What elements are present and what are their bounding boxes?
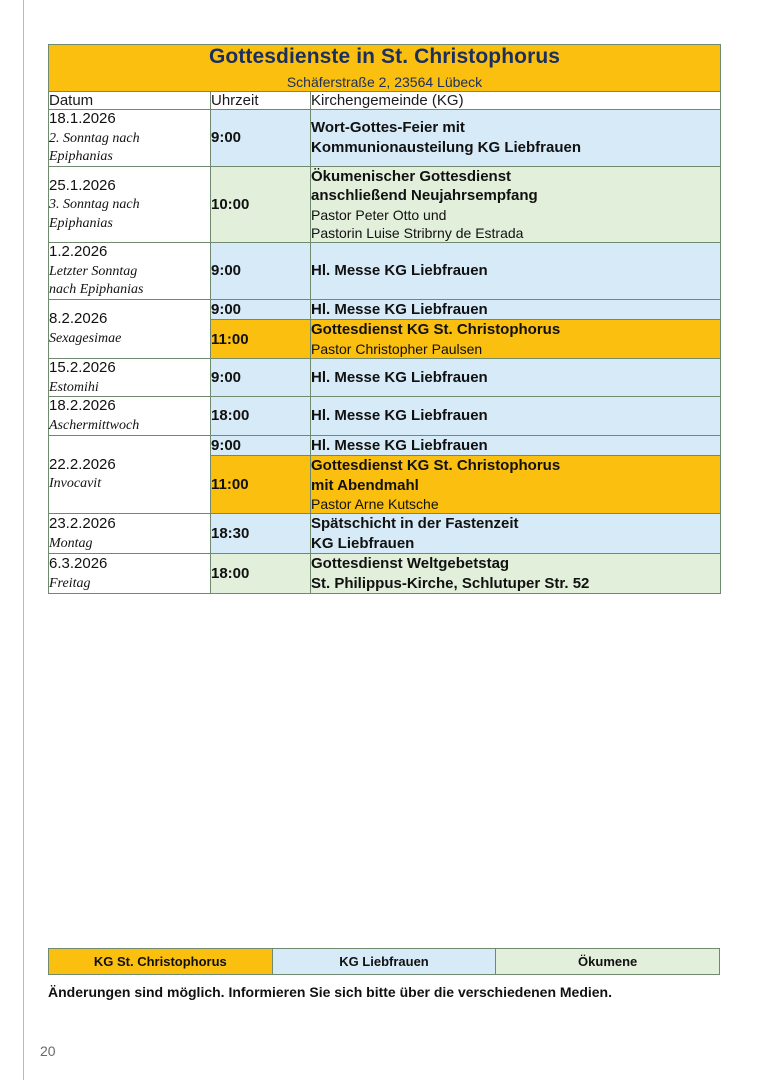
time-cell: 11:00 bbox=[211, 320, 311, 359]
column-header-date: Datum bbox=[49, 91, 211, 109]
service-schedule bbox=[48, 44, 720, 594]
table-row bbox=[49, 554, 721, 594]
date-note-line1: Montag bbox=[49, 535, 93, 551]
service-title-line2: St. Philippus-Kirche, Schlutuper Str. 52 bbox=[311, 574, 590, 592]
legend-row bbox=[49, 949, 720, 975]
date-cell bbox=[49, 554, 211, 594]
table-row bbox=[49, 299, 721, 320]
date-note-line2: nach Epiphanias bbox=[49, 282, 144, 298]
time-cell: 10:00 bbox=[211, 166, 311, 242]
page-margin-rule bbox=[23, 0, 24, 1080]
time-cell: 18:00 bbox=[211, 397, 311, 435]
time-cell: 18:30 bbox=[211, 514, 311, 554]
date-value: 1.2.2026 bbox=[49, 243, 108, 261]
service-title-line1: Gottesdienst KG St. Christophorus bbox=[311, 457, 561, 474]
service-title-line2: anschließend Neujahrsempfang bbox=[311, 187, 538, 205]
legend bbox=[48, 948, 720, 975]
date-note-line1: 3. Sonntag nach bbox=[49, 197, 140, 213]
time-cell: 9:00 bbox=[211, 435, 311, 456]
service-subtitle-line1: Pastor Arne Kutsche bbox=[311, 496, 439, 512]
service-cell bbox=[311, 243, 721, 300]
title-cell bbox=[49, 45, 721, 92]
service-cell bbox=[311, 397, 721, 435]
service-cell bbox=[311, 166, 721, 242]
legend-item-st-christophorus: KG St. Christophorus bbox=[49, 949, 273, 975]
date-note-line1: Estomihi bbox=[49, 379, 99, 395]
date-cell bbox=[49, 397, 211, 435]
table-row bbox=[49, 243, 721, 300]
table-row bbox=[49, 397, 721, 435]
date-note-line1: Invocavit bbox=[49, 476, 102, 492]
service-title-line1: Hl. Messe KG Liebfrauen bbox=[311, 368, 488, 386]
service-subtitle-line1: Pastor Peter Otto und bbox=[311, 206, 447, 223]
time-cell: 9:00 bbox=[211, 109, 311, 166]
table-header-row bbox=[49, 91, 721, 109]
service-title-line1: Ökumenischer Gottesdienst bbox=[311, 167, 512, 185]
page-subtitle: Schäferstraße 2, 23564 Lübeck bbox=[286, 74, 483, 91]
date-value: 8.2.2026 bbox=[49, 310, 108, 328]
date-note-line1: Letzter Sonntag bbox=[49, 263, 138, 279]
time-cell: 9:00 bbox=[211, 299, 311, 320]
service-title-line1: Gottesdienst KG St. Christophorus bbox=[311, 321, 561, 339]
page-number: 20 bbox=[40, 1043, 56, 1059]
service-title-line1: Hl. Messe KG Liebfrauen bbox=[311, 436, 488, 454]
date-value: 18.1.2026 bbox=[49, 109, 116, 127]
service-cell bbox=[311, 299, 721, 320]
date-cell bbox=[49, 359, 211, 397]
service-subtitle-line2: Pastorin Luise Stribrny de Estrada bbox=[311, 224, 524, 241]
service-cell bbox=[311, 456, 721, 514]
service-title-line2: mit Abendmahl bbox=[311, 476, 419, 494]
date-value: 6.3.2026 bbox=[49, 555, 108, 573]
service-cell bbox=[311, 554, 721, 594]
date-value: 18.2.2026 bbox=[49, 397, 116, 415]
date-note-line1: Sexagesimae bbox=[49, 331, 122, 347]
service-cell bbox=[311, 514, 721, 554]
table-title-row bbox=[49, 45, 721, 92]
date-cell bbox=[49, 243, 211, 300]
service-title-line1: Hl. Messe KG Liebfrauen bbox=[311, 262, 488, 280]
date-cell bbox=[49, 166, 211, 242]
date-note-line1: 2. Sonntag nach bbox=[49, 130, 140, 146]
date-cell bbox=[49, 299, 211, 358]
table-row bbox=[49, 359, 721, 397]
date-note-line1: Freitag bbox=[49, 575, 91, 591]
service-title-line2: KG Liebfrauen bbox=[311, 534, 415, 552]
column-header-time: Uhrzeit bbox=[211, 91, 311, 109]
date-value: 22.2.2026 bbox=[49, 455, 116, 473]
time-cell: 18:00 bbox=[211, 554, 311, 594]
service-cell bbox=[311, 435, 721, 456]
date-cell bbox=[49, 435, 211, 514]
legend-item-oekumene: Ökumene bbox=[496, 949, 720, 975]
service-cell bbox=[311, 320, 721, 359]
legend-item-liebfrauen: KG Liebfrauen bbox=[272, 949, 496, 975]
schedule-table bbox=[48, 44, 721, 594]
time-cell: 9:00 bbox=[211, 359, 311, 397]
table-row bbox=[49, 166, 721, 242]
date-note-line1: Aschermittwoch bbox=[49, 418, 140, 433]
disclaimer-note: Änderungen sind möglich. Informieren Sie sich bitte über die verschiedenen Medien. bbox=[48, 984, 612, 1000]
time-cell: 11:00 bbox=[211, 456, 311, 514]
table-row bbox=[49, 109, 721, 166]
table-row bbox=[49, 435, 721, 456]
date-value: 15.2.2026 bbox=[49, 359, 116, 376]
service-cell bbox=[311, 109, 721, 166]
table-row bbox=[49, 514, 721, 554]
column-header-congregation: Kirchengemeinde (KG) bbox=[311, 91, 721, 109]
service-title-line2: Kommunionausteilung KG Liebfrauen bbox=[311, 138, 582, 156]
date-cell bbox=[49, 514, 211, 554]
date-value: 23.2.2026 bbox=[49, 515, 116, 533]
date-value: 25.1.2026 bbox=[49, 176, 116, 194]
page-title: Gottesdienste in St. Christophorus bbox=[208, 45, 561, 68]
time-cell: 9:00 bbox=[211, 243, 311, 300]
service-title-line1: Spätschicht in der Fastenzeit bbox=[311, 515, 519, 533]
date-cell bbox=[49, 109, 211, 166]
service-title-line1: Wort-Gottes-Feier mit bbox=[311, 119, 465, 137]
service-title-line1: Hl. Messe KG Liebfrauen bbox=[311, 300, 488, 318]
service-subtitle-line1: Pastor Christopher Paulsen bbox=[311, 340, 483, 357]
service-cell bbox=[311, 359, 721, 397]
service-title-line1: Hl. Messe KG Liebfrauen bbox=[311, 407, 488, 425]
date-note-line2: Epiphanias bbox=[49, 149, 113, 165]
service-title-line1: Gottesdienst Weltgebetstag bbox=[311, 555, 510, 573]
legend-table bbox=[48, 948, 720, 975]
date-note-line2: Epiphanias bbox=[49, 215, 113, 231]
